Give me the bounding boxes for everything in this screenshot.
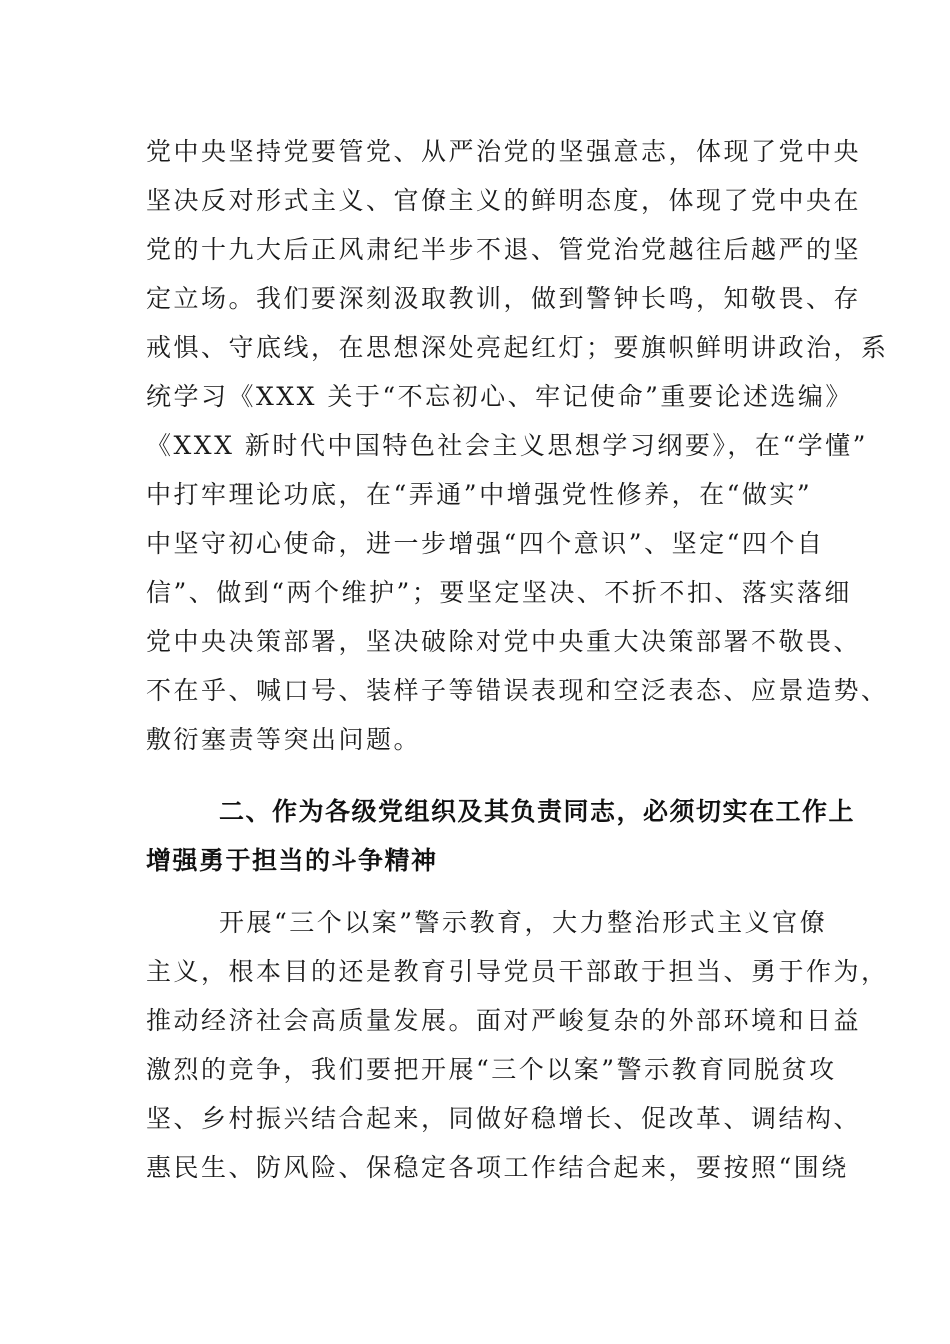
text-line: 《XXX 新时代中国特色社会主义思想学习纲要》，在“学懂”: [146, 431, 868, 460]
text-line: 不在乎、喊口号、装样子等错误表现和空泛表态、应景造势、: [146, 676, 889, 705]
text-line: 党中央决策部署，坚决破除对党中央重大决策部署不敬畏、: [146, 627, 862, 656]
text-line: 推动经济社会高质量发展。面对严峻复杂的外部环境和日益: [146, 1006, 862, 1035]
text-line: 定立场。我们要深刻汲取教训，做到警钟长鸣，知敬畏、存: [146, 284, 862, 313]
text-line: 主义，根本目的还是教育引导党员干部敢于担当、勇于作为，: [146, 957, 889, 986]
text-line: 惠民生、防风险、保稳定各项工作结合起来，要按照“围绕: [146, 1153, 849, 1182]
text-line: 信”、做到“两个维护”；要坚定坚决、不折不扣、落实落细: [146, 578, 852, 607]
text-line: 党的十九大后正风肃纪半步不退、管党治党越往后越严的坚: [146, 235, 862, 264]
text-line: 敷衍塞责等突出问题。: [146, 725, 422, 754]
heading-line: 二、作为各级党组织及其负责同志，必须切实在工作上: [219, 797, 856, 826]
text-line: 统学习《XXX 关于“不忘初心、牢记使命”重要论述选编》: [146, 382, 853, 411]
text-line: 坚决反对形式主义、官僚主义的鲜明态度，体现了党中央在: [146, 186, 862, 215]
text-line: 开展“三个以案”警示教育，大力整治形式主义官僚: [219, 908, 828, 937]
text-line: 坚、乡村振兴结合起来，同做好稳增长、促改革、调结构、: [146, 1104, 862, 1133]
text-line: 激烈的竞争，我们要把开展“三个以案”警示教育同脱贫攻: [146, 1055, 837, 1084]
text-line: 戒惧、守底线，在思想深处亮起红灯；要旗帜鲜明讲政治，系: [146, 333, 889, 362]
text-line: 党中央坚持党要管党、从严治党的坚强意志，体现了党中央: [146, 137, 862, 166]
text-line: 中打牢理论功底，在“弄通”中增强党性修养，在“做实”: [146, 480, 813, 509]
text-line: 中坚守初心使命，进一步增强“四个意识”、坚定“四个自: [146, 529, 825, 558]
heading-line: 增强勇于担当的斗争精神: [146, 846, 438, 875]
